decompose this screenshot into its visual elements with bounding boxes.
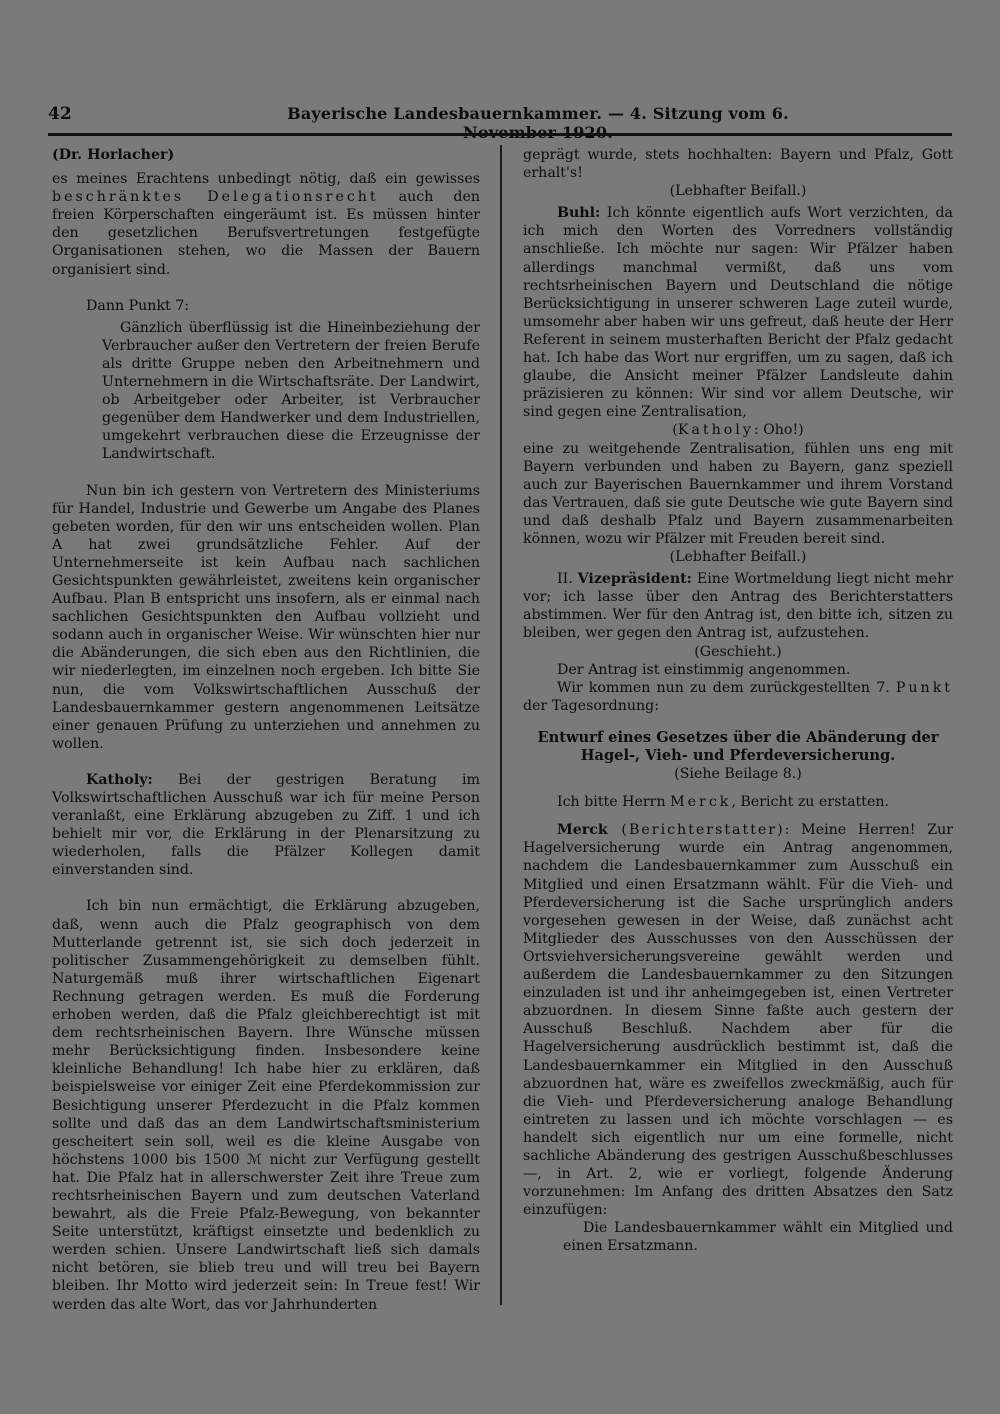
proposed-text-quote: Die Landesbauernkammer wählt ein Mitglied und einen Ersatzmann. [563, 1220, 953, 1255]
paragraph-delegation: es meines Erachtens unbedingt nötig, daß ein gewisses beschränktes Delegationsrecht auch den freien Körperschaften eingeräumt ist. Es müssen hinter den gesetzlichen Berufsvertretungen festgefügte Organisationen stehen, wo die Massen der Bauern organisiert sind. [52, 171, 480, 278]
paragraph-request: Ich bitte Herrn Merck, Bericht zu erstatten. [557, 794, 890, 811]
speaker-name: Katholy: [86, 771, 153, 788]
page-number: 42 [48, 104, 72, 124]
running-title: Bayerische Landesbauernkammer. — 4. Sitzung vom 6. [287, 104, 789, 123]
interjection: (Katholy: Oho!) [672, 422, 804, 439]
point7-quote: Gänzlich überflüssig ist die Hineinbeziehung der Verbraucher außer den Vertretern der freien Berufe als dritte Gruppe neben den Arbeitnehmern und Unternehmern in die Wirtschaftsräte. Der Landwirt, ob Arbeitgeber oder Arbeiter, ist Verbraucher gegenüber dem Handwerker und dem Industriellen, umgekehrt verbrauchen diese die Erzeugnisse der Landwirtschaft. [102, 319, 480, 463]
page-header [48, 100, 948, 130]
header-rule [48, 133, 952, 136]
stage-direction: (Lebhafter Beifall.) [669, 183, 807, 200]
stage-direction: (Lebhafter Beifall.) [669, 549, 807, 566]
speaker-name: Buhl: [557, 205, 601, 222]
paragraph-continuation: geprägt wurde, stets hochhalten: Bayern und Pfalz, Gott erhalt's! [523, 147, 953, 182]
right-column [523, 146, 953, 1256]
paragraph-buhl-continued: eine zu weitgehende Zentralisation, fühlen uns eng mit Bayern verbunden und haben zu Bayern, ganz speziell auch zur Bayerischen Bauernkammer und ihrem Vorstand das Vertrauen, daß sie gute Deutsche wie gute Bayern sind und daß deshalb Pfalz und Bayern zusammenarbeiten können, wozu wir Pfälzer mit Freuden bereit sind. [523, 440, 953, 547]
stage-direction: (Geschieht.) [694, 643, 782, 660]
paragraph-plans: Nun bin ich gestern von Vertretern des Ministeriums für Handel, Industrie und Gewerbe um Angabe des Planes gebeten worden, für den wir uns entscheiden wollen. Plan A hat zwei grundsätzliche Fehler. Auf der Unternehmerseite ist kein Aufbau nach sachlichen Gesichtspunkten gewährleistet, zweitens kein organischer Aufbau. Plan B entspricht uns insofern, als er einmal nach sachlichen Gesichtspunkten den Aufbau vollzieht und sodann auch in organischer Weise. Wir wünschten hier nur die Abänderungen, die sich eben aus den Richtlinien, die wir niederlegten, im einzelnen noch ergeben. Ich bitte Sie nun, die vom Volkswirtschaftlichen Ausschuß der Landesbauernkammer gestern angenommenen Leitsätze einer genauen Prüfung zu unterziehen und annehmen zu wollen. [52, 482, 480, 752]
left-column [52, 146, 480, 1314]
paragraph-katholy: Katholy: Bei der gestrigen Beratung im Volkswirtschaftlichen Ausschuß war ich für meine Person veranlaßt, eine Erklärung abzugeben zu Ziff. 1 und ich behielt mir vor, die Erklärung in der Plenarsitzung zu wiederholen, falls die Pfälzer Kollegen damit einverstanden sind. [52, 771, 480, 879]
attachment-reference: (Siehe Beilage 8.) [674, 766, 802, 783]
agenda-heading: Entwurf eines Gesetzes über die Abänderung der Hagel-, Vieh- und Pferdeversicherung. [537, 728, 939, 764]
speaker-reference: (Dr. Horlacher) [52, 147, 175, 163]
paragraph-next-item: Wir kommen nun zu dem zurückgestellten 7. Punkt der Tagesordnung: [523, 679, 953, 714]
column-divider [500, 145, 502, 1305]
paragraph-vizepraesident: II. Vizepräsident: Eine Wortmeldung liegt nicht mehr vor; ich lasse über den Antrag des Berichterstatters abstimmen. Wer für den Antrag ist, den bitte ich, sitzen zu bleiben, wer gegen den Antrag ist, aufzustehen. [523, 571, 953, 642]
paragraph-katholy-declaration: Ich bin nun ermächtigt, die Erklärung abzugeben, daß, wenn auch die Pfalz geographisch von dem Mutterlande getrennt ist, sie sich doch jederzeit in politischer Zusammengehörigkeit zu demselben fühlt. Naturgemäß muß ihrer wirtschaftlichen Eigenart Rechnung getragen werden. Es muß die Forderung erhoben werden, daß die Pfalz gleichberechtigt ist mit dem rechtsrheinischen Bayern. Ihre Wünsche müssen mehr Berücksichtigung finden. Insbesondere keine kleinliche Behandlung! Ich habe hier zu erklären, daß beispielsweise vor einiger Zeit eine Pferdekommission zur Besichtigung unserer Pferdezucht in die Pfalz kommen sollte und daß das an dem Landwirtschaftsministerium gescheitert sein soll, weil es die kleine Ausgabe von höchstens 1000 bis 1500 ℳ nicht zur Verfügung gestellt hat. Die Pfalz hat in allerschwerster Zeit ihre Treue zum rechtsrheinischen Bayern und zum deutschen Vaterland bewahrt, als die Freie Pfalz-Bewegung, von bekannter Seite unterstützt, kräftigst einsetzte und bedenklich zu werden schien. Unsere Landwirtschaft ließ sich damals nicht betören, sie blieb treu und will treu bei Bayern bleiben. Ihr Motto wird jederzeit sein: In Treue fest! Wir werden das alte Wort, das vor Jahrhunderten [52, 898, 480, 1313]
speaker-name: Vizepräsident: [577, 571, 692, 588]
point7-intro: Dann Punkt 7: [86, 297, 190, 314]
paragraph-merck: Merck (Berichterstatter): Meine Herren! Zur Hagelversicherung wurde ein Antrag angenommen, nachdem die Landesbauernkammer zum Ausschuß ein Mitglied und einen Ersatzmann wählt. Für die Vieh- und Pferdeversicherung ist die Sache ursprünglich anders vorgesehen gewesen in der Weise, daß zunächst acht Mitglieder des Ausschusses von den Ausschüssen der Ortsviehversicherungsvereine gewählt werden und außerdem die Landesbauernkammer zu den Sitzungen einzuladen ist und ihr anheimgegeben ist, einen Vertreter abzuordnen. In diesem Sinne faßte auch gestern der Ausschuß Beschluß. Nachdem aber für die Hagelversicherung ausdrücklich bestimmt ist, daß die Landesbauernkammer ein Mitglied in den Ausschuß abzuordnen hat, wäre es zweifellos zweckmäßig, auch für die Vieh- und Pferdeversicherung analoge Behandlung eintreten zu lassen und ich möchte vorschlagen — es handelt sich eigentlich nur um eine formelle, nicht sachliche Abänderung des gestrigen Ausschußbeschlusses —, in Art. 2, wie er vorliegt, folgende Änderung vorzunehmen: Im Anfang des dritten Absatzes den Satz einzufügen: [523, 822, 953, 1219]
spaced-emphasis: beschränktes Delegationsrecht [52, 189, 379, 206]
paragraph-buhl: Buhl: Ich könnte eigentlich aufs Wort verzichten, da ich mich den Worten des Vorredners vollständig anschließe. Ich möchte nur sagen: Wir Pfälzer haben allerdings manchmal vermißt, daß uns vom rechtsrheinischen Bayern und Deutschland die nötige Berücksichtigung in unserer schweren Lage zuteil wurde, umsomehr aber haben wir uns gefreut, daß heute der Herr Referent in seinem musterhaften Bericht der Pfalz gedacht hat. Ich habe das Wort nur ergriffen, um zu sagen, daß ich glaube, die Ansicht meiner Pfälzer Landsleute dahin präzisieren zu können: Wir sind vor allem Deutsche, wir sind gegen eine Zentralisation, [523, 205, 953, 421]
paragraph-accepted: Der Antrag ist einstimmig angenommen. [557, 661, 851, 678]
speaker-name: Merck [557, 822, 608, 839]
